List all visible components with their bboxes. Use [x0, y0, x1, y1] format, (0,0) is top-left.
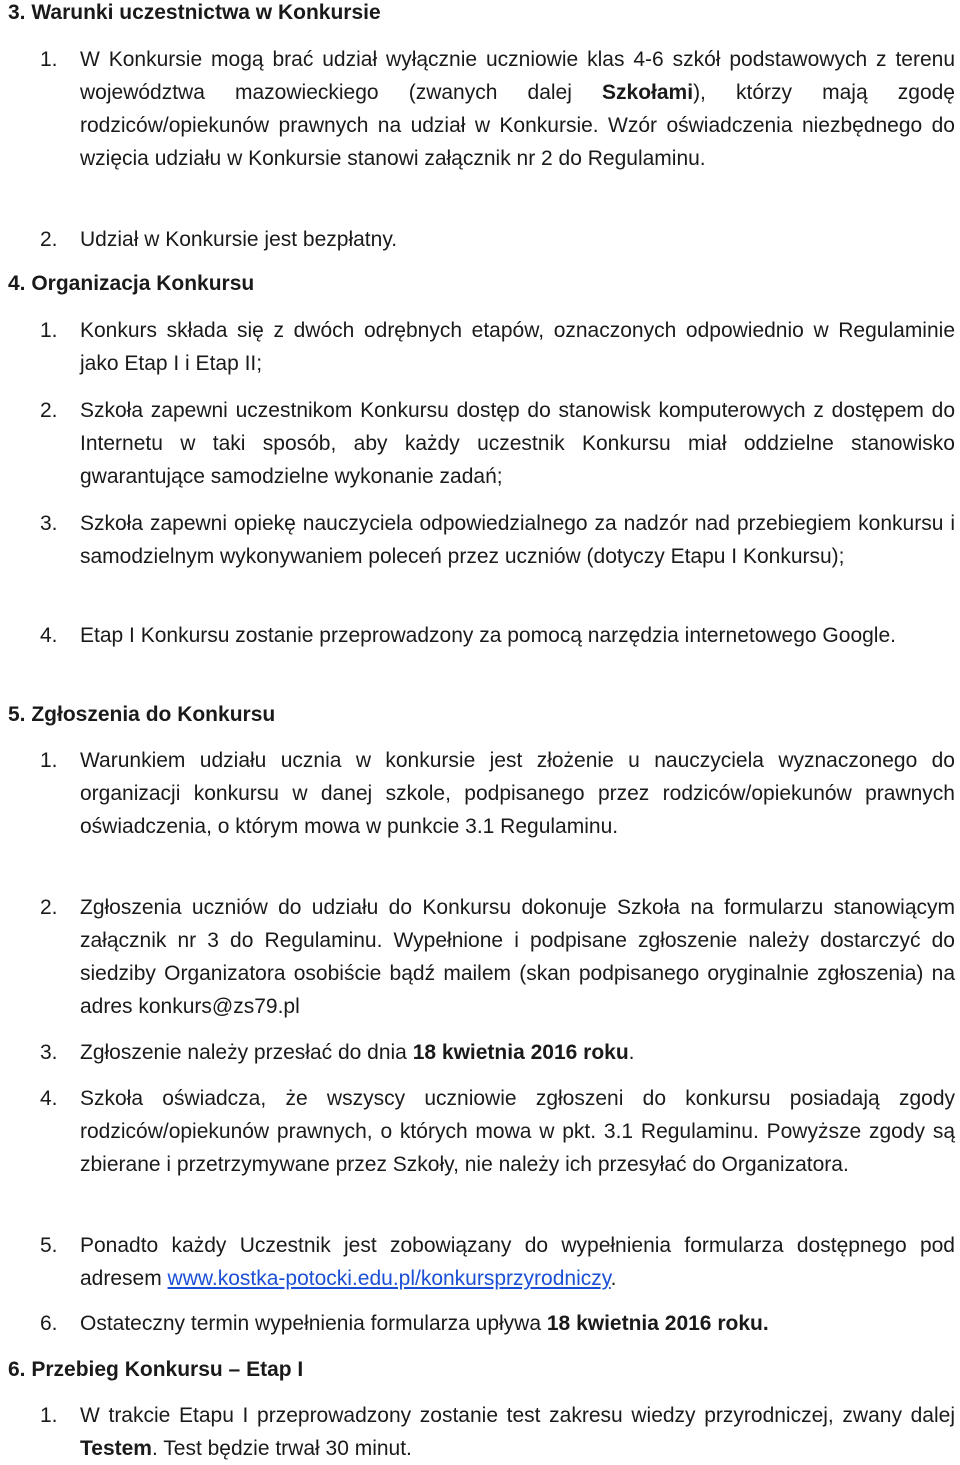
deadline-date: 18 kwietnia 2016 roku — [412, 1041, 629, 1064]
bold-term: Szkołami — [602, 81, 694, 104]
section-3-heading: 3. Warunki uczestnictwa w Konkursie — [8, 1, 381, 24]
list-number: 1. — [40, 1404, 58, 1427]
list-text: Zgłoszenia uczniów do udziału do Konkursu dokonuje Szkoła na formularzu stanowiącym załącznik nr 3 do Regulaminu. Wypełnione i podpisane zgłoszenie należy dostarczyć do siedziby Organizatora osobiście bądź mailem (skan podpisanego oryginalnie zgłoszenia) na adres konkurs@zs79.pl — [80, 896, 955, 1018]
section-6-heading: 6. Przebieg Konkursu – Etap I — [8, 1358, 304, 1381]
list-number: 2. — [40, 399, 58, 422]
list-number: 1. — [40, 319, 58, 342]
list-text: Szkoła oświadcza, że wszyscy uczniowie zgłoszeni do konkursu posiadają zgody rodziców/opiekunów prawnych, o których mowa w pkt. 3.1 Regulaminu. Powyższe zgody są zbierane i przetrzymywane przez Szkoły, nie należy ich przesyłać do Organizatora. — [80, 1087, 955, 1176]
list-text: Ostateczny termin wypełnienia formularza upływa 18 kwietnia 2016 roku. — [80, 1312, 769, 1335]
list-number: 2. — [40, 228, 58, 251]
section-4-heading: 4. Organizacja Konkursu — [8, 272, 255, 295]
list-text: W Konkursie mogą brać udział wyłącznie uczniowie klas 4-6 szkół podstawowych z terenu województwa mazowieckiego (zwanych dalej Szkołami), którzy mają zgodę rodziców/opiekunów prawnych na udział w Konkursie. Wzór oświadczenia niezbędnego do wzięcia udziału w Konkursie stanowi załącznik nr 2 do Regulaminu. — [80, 48, 955, 170]
list-number: 1. — [40, 48, 58, 71]
list-number: 6. — [40, 1312, 58, 1335]
list-number: 2. — [40, 896, 58, 919]
list-text: Etap I Konkursu zostanie przeprowadzony za pomocą narzędzia internetowego Google. — [80, 624, 896, 647]
list-text: Zgłoszenie należy przesłać do dnia 18 kwietnia 2016 roku. — [80, 1041, 635, 1064]
list-number: 3. — [40, 1041, 58, 1064]
list-number: 5. — [40, 1234, 58, 1257]
bold-term: Testem — [80, 1437, 152, 1460]
list-number: 4. — [40, 1087, 58, 1110]
list-text: Ponadto każdy Uczestnik jest zobowiązany do wypełnienia formularza dostępnego pod adresem www.kostka-potocki.edu.pl/konkursprzyrodniczy. — [80, 1234, 955, 1290]
list-text: Szkoła zapewni opiekę nauczyciela odpowiedzialnego za nadzór nad przebiegiem konkursu i samodzielnym wykonywaniem poleceń przez uczniów (dotyczy Etapu I Konkursu); — [80, 512, 955, 568]
list-text: Udział w Konkursie jest bezpłatny. — [80, 228, 398, 251]
deadline-date: 18 kwietnia 2016 roku. — [546, 1312, 769, 1335]
form-url-link[interactable]: www.kostka-potocki.edu.pl/konkursprzyrodniczy — [167, 1267, 611, 1290]
list-number: 4. — [40, 624, 58, 647]
section-5-heading: 5. Zgłoszenia do Konkursu — [8, 703, 276, 726]
list-number: 3. — [40, 512, 58, 535]
list-text: Warunkiem udziału ucznia w konkursie jest złożenie u nauczyciela wyznaczonego do organizacji konkursu w danej szkole, podpisanego przez rodziców/opiekunów prawnych oświadczenia, o którym mowa w punkcie 3.1 Regulaminu. — [80, 749, 955, 838]
list-number: 1. — [40, 749, 58, 772]
list-text: W trakcie Etapu I przeprowadzony zostanie test zakresu wiedzy przyrodniczej, zwany dalej Testem. Test będzie trwał 30 minut. — [80, 1404, 955, 1460]
list-text: Szkoła zapewni uczestnikom Konkursu dostęp do stanowisk komputerowych z dostępem do Internetu w taki sposób, aby każdy uczestnik Konkursu miał oddzielne stanowisko gwarantujące samodzielne wykonanie zadań; — [80, 399, 955, 488]
list-text: Konkurs składa się z dwóch odrębnych etapów, oznaczonych odpowiednio w Regulaminie jako Etap I i Etap II; — [80, 319, 955, 375]
